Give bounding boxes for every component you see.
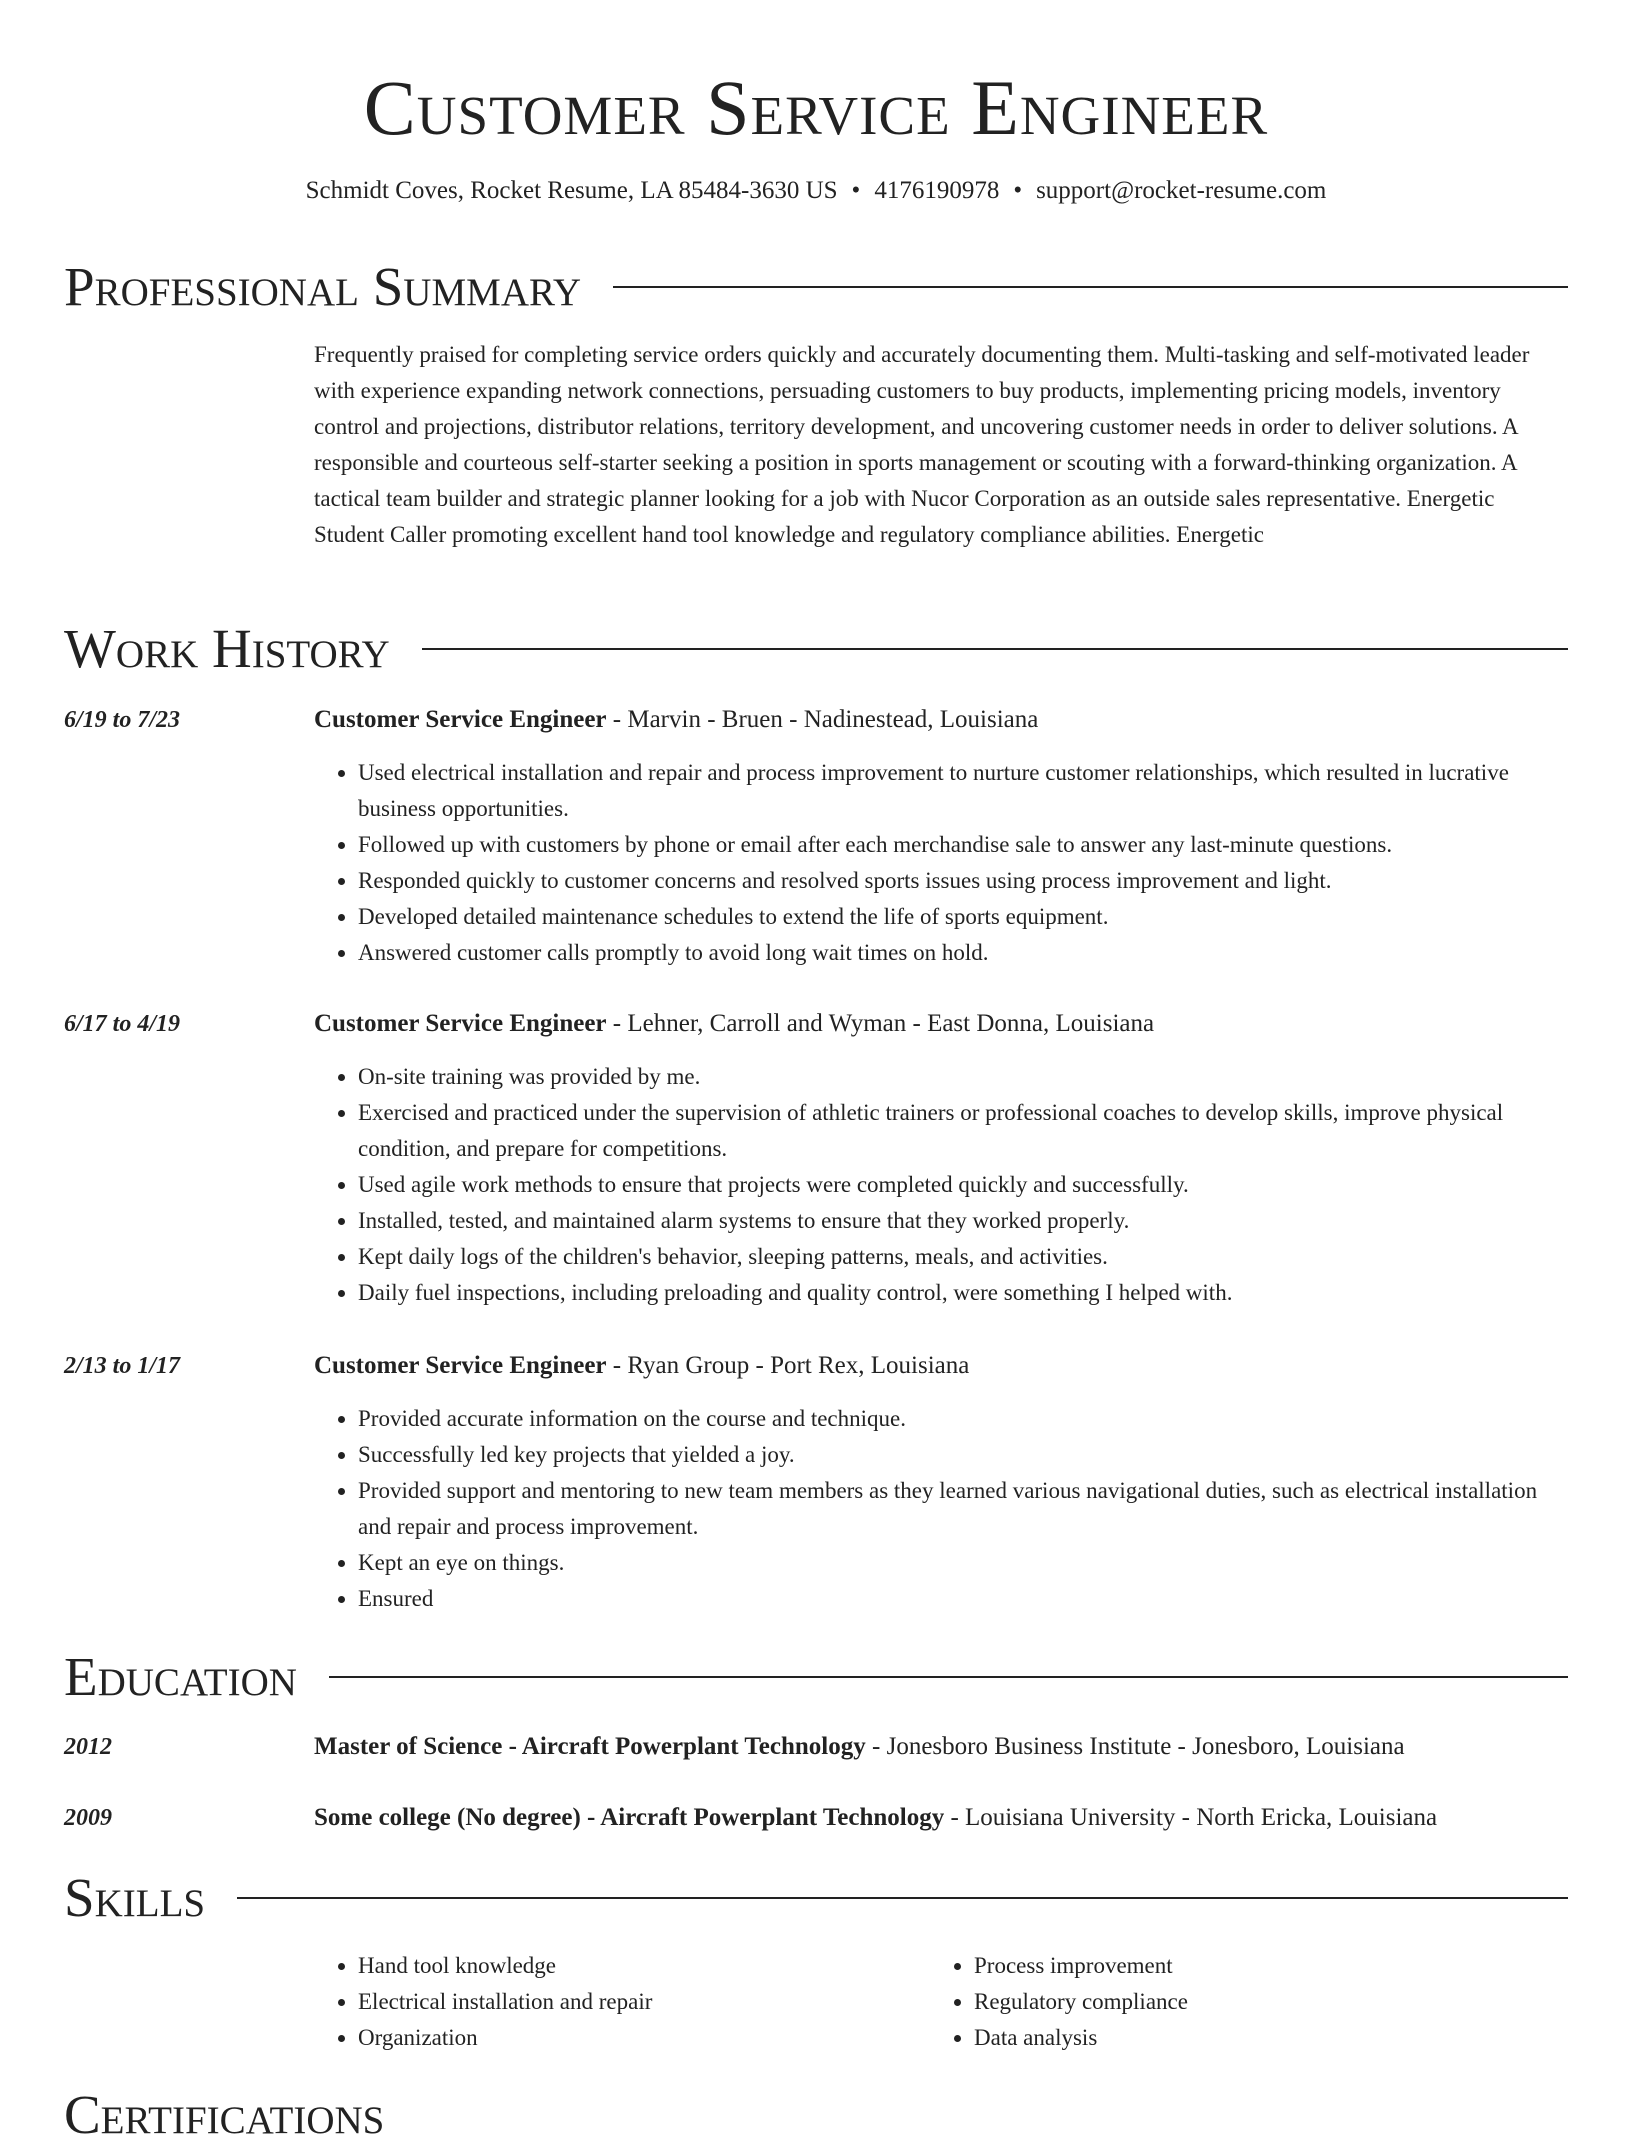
list-item: • Daily fuel inspections, including preloading and quality control, were something I helped with. [358,1275,1568,1311]
job-details: - Marvin - Bruen - Nadinestead, Louisiana [606,706,1039,733]
list-item: • Answered customer calls promptly to avoid long wait times on hold. [358,935,1568,971]
section-header-skills [64,1863,1568,1933]
section-divider [422,648,1568,650]
list-item: • Ensured [358,1581,1568,1617]
section-header-education [64,1642,1568,1712]
section-title-skills: Skills [64,1867,206,1928]
list-item: • Developed detailed maintenance schedules to extend the life of sports equipment. [358,899,1568,935]
job-heading [314,1006,1568,1042]
section-divider [329,1676,1568,1678]
education-year: 2012 [64,1734,112,1760]
summary-text: Frequently praised for completing service orders quickly and accurately documenting them. Multi-tasking and self-motivated leader with experience expanding network connections, persuading customers to buy products, implementing pricing models, inventory control and projections, distributor relations, territory development, and uncovering customer needs in order to deliver solutions. A responsible and courteous self-starter seeking a position in sports management or scouting with a forward-thinking organization. A tactical team builder and strategic planner looking for a job with Nucor Corporation as an outside sales representative. Energetic Student Caller promoting excellent hand tool knowledge and regulatory compliance abilities. Energetic [314,342,1530,547]
education-details: - Louisiana University - North Ericka, Louisiana [944,1804,1438,1831]
skill-item: • Hand tool knowledge [358,1948,914,1984]
list-item: • Provided support and mentoring to new team members as they learned various navigational duties, such as electrical installation and repair and process improvement. [358,1473,1568,1545]
section-title-work-history: Work History [64,618,390,679]
job-bullet-list [314,1059,1568,1311]
section-title-certifications: Certifications [64,2084,385,2145]
job-details: - Ryan Group - Port Rex, Louisiana [606,1352,970,1379]
section-title-summary: Professional Summary [64,256,582,317]
list-item: • Installed, tested, and maintained alarm systems to ensure that they worked properly. [358,1203,1568,1239]
job-dates: 6/19 to 7/23 [64,707,181,733]
job-details: - Lehner, Carroll and Wyman - East Donna, Louisiana [606,1010,1155,1037]
list-item: • Successfully led key projects that yielded a joy. [358,1437,1568,1473]
section-header-summary [64,252,1568,322]
job-dates: 6/17 to 4/19 [64,1011,181,1037]
contact-email: support@rocket-resume.com [1036,177,1327,204]
job-heading [314,1348,1568,1384]
list-item: • Kept daily logs of the children's behavior, sleeping patterns, meals, and activities. [358,1239,1568,1275]
contact-address: Schmidt Coves, Rocket Resume, LA 85484-3630 US [305,177,838,204]
list-item: • Followed up with customers by phone or email after each merchandise sale to answer any last-minute questions. [358,827,1568,863]
education-degree: Master of Science - Aircraft Powerplant Technology [314,1733,866,1760]
section-header-work-history [64,614,1568,684]
list-item: • On-site training was provided by me. [358,1059,1568,1095]
skills-list-left [314,1948,914,2056]
skill-item: • Process improvement [974,1948,1530,1984]
education-degree: Some college (No degree) - Aircraft Powerplant Technology [314,1804,945,1831]
list-item: • Used agile work methods to ensure that projects were completed quickly and successfully. [358,1167,1568,1203]
education-heading [314,1800,1568,1836]
list-item: • Provided accurate information on the course and technique. [358,1401,1568,1437]
resume-name-heading: Customer Service Engineer [363,64,1269,151]
contact-line [0,174,1632,208]
section-header-certifications [64,2080,1568,2150]
job-heading [314,702,1568,738]
list-item: • Kept an eye on things. [358,1545,1568,1581]
skill-item: • Electrical installation and repair [358,1984,914,2020]
job-bullet-list [314,755,1568,971]
education-heading [314,1729,1568,1765]
contact-separator: • [1013,177,1023,204]
job-bullet-list [314,1401,1568,1617]
skill-item: • Organization [358,2020,914,2056]
section-divider [237,1897,1568,1899]
list-item: • Exercised and practiced under the supervision of athletic trainers or professional coaches to develop skills, improve physical condition, and prepare for competitions. [358,1095,1568,1167]
contact-phone: 4176190978 [874,177,1000,204]
skill-item: • Data analysis [974,2020,1530,2056]
skill-item: • Regulatory compliance [974,1984,1530,2020]
section-title-education: Education [64,1646,297,1707]
education-details: - Jonesboro Business Institute - Jonesboro, Louisiana [865,1733,1405,1760]
section-divider [613,286,1568,288]
job-role: Customer Service Engineer [314,706,607,733]
list-item: • Responded quickly to customer concerns and resolved sports issues using process improvement and light. [358,863,1568,899]
job-role: Customer Service Engineer [314,1352,607,1379]
education-year: 2009 [64,1805,112,1831]
skills-list-right [930,1948,1530,2056]
job-role: Customer Service Engineer [314,1010,607,1037]
job-dates: 2/13 to 1/17 [64,1353,181,1379]
contact-separator: • [851,177,861,204]
list-item: • Used electrical installation and repair and process improvement to nurture customer relationships, which resulted in lucrative business opportunities. [358,755,1568,827]
